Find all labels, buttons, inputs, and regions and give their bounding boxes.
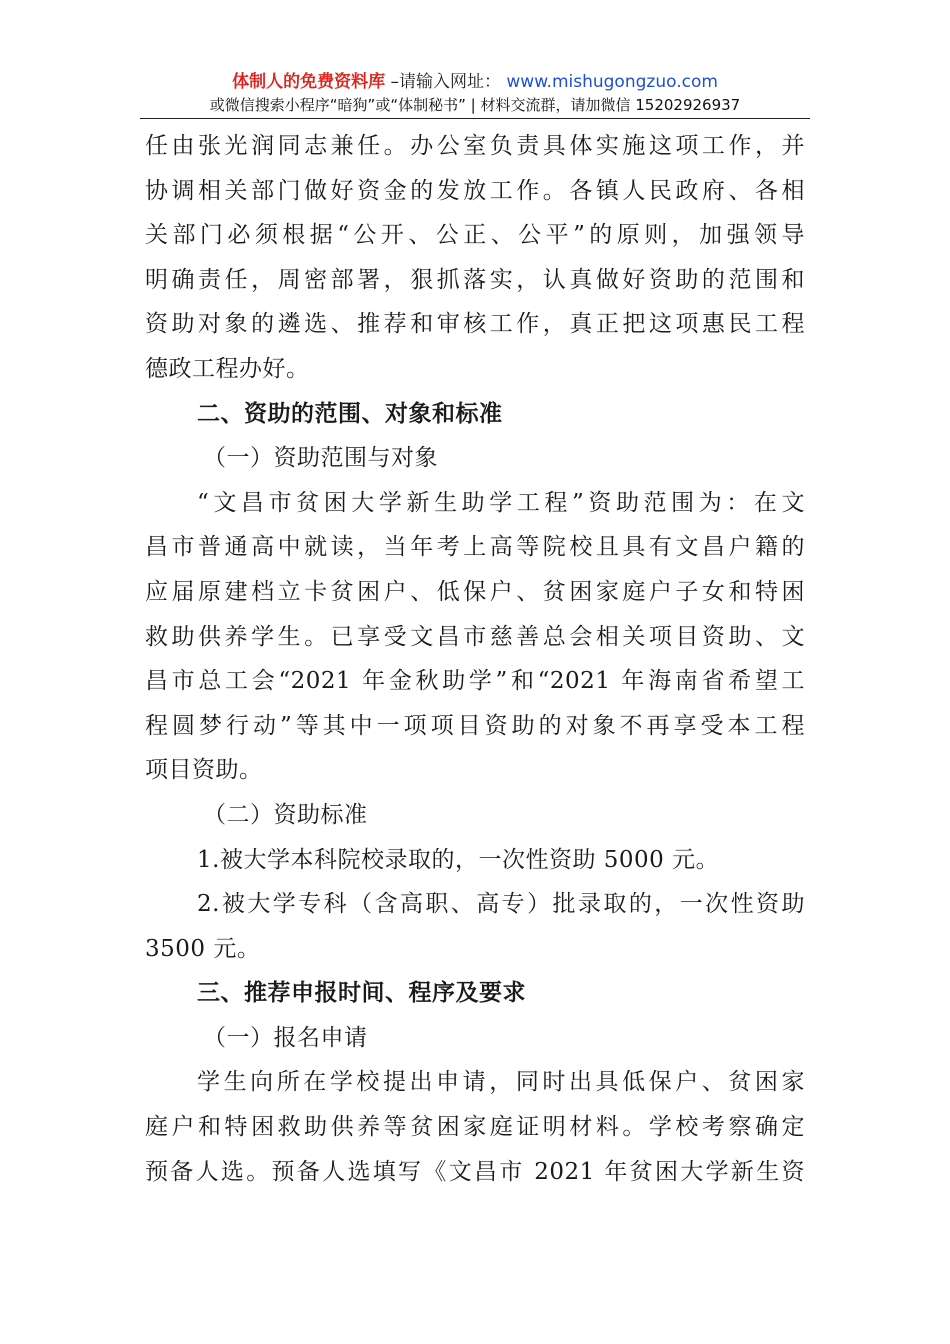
text-line: 应届原建档立卡贫困户、低保户、贫困家庭户子女和特困 bbox=[145, 578, 805, 605]
header-wechat-note: 或微信搜索小程序“暗狗”或“体制秘书” | 材料交流群，请加微信 15202926937 bbox=[209, 96, 741, 114]
header-url-link[interactable]: www.mishugongzuo.com bbox=[506, 72, 718, 92]
text-line: 程圆梦行动”等其中一项项目资助的对象不再享受本工程 bbox=[145, 712, 805, 739]
header-brand: 体制人的免费资料库 bbox=[232, 72, 386, 92]
text-line: 预备人选。预备人选填写《文昌市 2021 年贫困大学新生资 bbox=[145, 1158, 805, 1185]
text-line: 协调相关部门做好资金的发放工作。各镇人民政府、各相 bbox=[145, 177, 805, 204]
text-line: 资助对象的遴选、推荐和审核工作，真正把这项惠民工程 bbox=[145, 311, 805, 338]
subsection-heading: （二）资助标准 bbox=[203, 801, 368, 828]
text-line: 昌市普通高中就读，当年考上高等院校且具有文昌户籍的 bbox=[145, 534, 805, 561]
section-heading: 二、资助的范围、对象和标准 bbox=[197, 400, 503, 427]
text-line: “文昌市贫困大学新生助学工程”资助范围为：在文 bbox=[197, 489, 805, 516]
text-line: 昌市总工会“2021 年金秋助学”和“2021 年海南省希望工 bbox=[145, 668, 805, 695]
text-line: 任由张光润同志兼任。办公室负责具体实施这项工作，并 bbox=[145, 133, 805, 159]
header-divider bbox=[140, 118, 810, 119]
document-body bbox=[145, 124, 805, 1194]
text-line: 德政工程办好。 bbox=[145, 355, 310, 382]
text-line: 3500 元。 bbox=[145, 935, 261, 962]
text-line: 救助供养学生。已享受文昌市慈善总会相关项目资助、文 bbox=[145, 623, 805, 650]
text-line: 项目资助。 bbox=[145, 757, 263, 784]
section-heading: 三、推荐申报时间、程序及要求 bbox=[197, 980, 526, 1007]
text-line: 明确责任，周密部署，狠抓落实，认真做好资助的范围和 bbox=[145, 266, 805, 293]
text-line: 1.被大学本科院校录取的，一次性资助 5000 元。 bbox=[197, 846, 720, 873]
subsection-heading: （一）资助范围与对象 bbox=[203, 445, 438, 472]
text-line: 庭户和特困救助供养等贫困家庭证明材料。学校考察确定 bbox=[145, 1114, 805, 1141]
page-header bbox=[140, 70, 810, 116]
header-prompt: –请输入网址： bbox=[390, 72, 501, 92]
text-line: 关部门必须根据“公开、公正、公平”的原则，加强领导 bbox=[145, 222, 805, 249]
header-banner bbox=[140, 70, 810, 94]
subsection-heading: （一）报名申请 bbox=[203, 1024, 368, 1051]
text-line: 学生向所在学校提出申请，同时出具低保户、贫困家 bbox=[197, 1069, 805, 1096]
text-line: 2.被大学专科（含高职、高专）批录取的，一次性资助 bbox=[197, 891, 805, 918]
